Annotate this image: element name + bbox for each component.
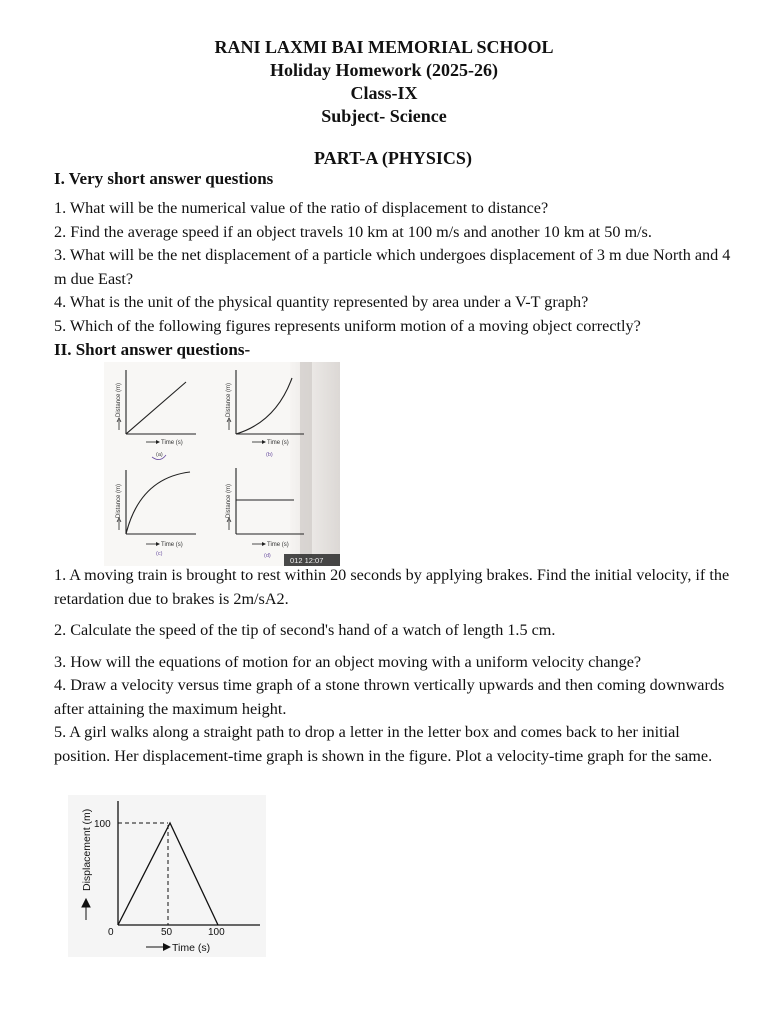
- x-axis-label: Time (s): [172, 942, 211, 954]
- photo-timestamp: 012 12:07: [290, 556, 324, 565]
- document-header: [0, 36, 768, 128]
- question-item: 5. A girl walks along a straight path to drop a letter in the letter box and comes back to her initial position. Her displacement-time graph is shown in the figure. Plot a velocity-time graph for the same.: [54, 723, 713, 765]
- question-item: 4. What is the unit of the physical quantity represented by area under a V-T graph?: [54, 293, 589, 311]
- x-axis-label: Time (s): [161, 542, 183, 548]
- homework-title: Holiday Homework (2025-26): [270, 60, 498, 80]
- x-tick-0: 0: [108, 927, 114, 938]
- section-1-questions: [54, 197, 734, 338]
- panel-label: (c): [156, 551, 163, 557]
- question-item: 4. Draw a velocity versus time graph of a stone thrown vertically upwards and then coming downwards after attaining the maximum height.: [54, 676, 725, 718]
- motion-graphs-figure: [104, 362, 340, 566]
- question-item: 1. What will be the numerical value of the ratio of displacement to distance?: [54, 199, 549, 217]
- y-axis-label: Distance (m): [116, 483, 122, 518]
- panel-label: (a): [156, 452, 163, 458]
- part-title: PART-A (PHYSICS): [314, 148, 472, 168]
- y-tick-100: 100: [94, 819, 111, 830]
- x-axis-label: Time (s): [267, 542, 289, 548]
- question-item: 3. How will the equations of motion for an object moving with a uniform velocity change?: [54, 652, 642, 671]
- school-name: RANI LAXMI BAI MEMORIAL SCHOOL: [214, 37, 554, 57]
- question-item: 2. Calculate the speed of the tip of second's hand of a watch of length 1.5 cm.: [54, 621, 556, 639]
- panel-label: (b): [266, 452, 273, 458]
- question-item: 5. Which of the following figures represents uniform motion of a moving object correctly?: [54, 316, 641, 335]
- question-item: 3. What will be the net displacement of a particle which undergoes displacement of 3 m due North and 4 m due East?: [54, 246, 731, 288]
- displacement-time-graph: [68, 795, 266, 957]
- section-1-title: I. Very short answer questions: [54, 169, 274, 188]
- y-axis-label: Distance (m): [226, 483, 232, 518]
- section-2-title: II. Short answer questions-: [54, 340, 251, 359]
- x-tick-100: 100: [208, 927, 225, 938]
- subject-label: Subject- Science: [321, 106, 447, 126]
- panel-label: (d): [264, 553, 271, 559]
- y-axis-label: Distance (m): [226, 382, 232, 417]
- y-axis-label: Displacement (m): [81, 808, 93, 891]
- x-tick-50: 50: [161, 927, 173, 938]
- class-label: Class-IX: [350, 83, 418, 103]
- x-axis-label: Time (s): [267, 440, 289, 446]
- x-axis-label: Time (s): [161, 440, 183, 446]
- question-item: 1. A moving train is brought to rest within 20 seconds by applying brakes. Find the initial velocity, if the retardation due to brakes is 2m/sA2.: [54, 566, 730, 608]
- y-axis-label: Distance (m): [116, 382, 122, 417]
- question-item: 2. Find the average speed if an object travels 10 km at 100 m/s and another 10 km at 50 m/s.: [54, 222, 652, 241]
- section-2-questions: [54, 564, 734, 768]
